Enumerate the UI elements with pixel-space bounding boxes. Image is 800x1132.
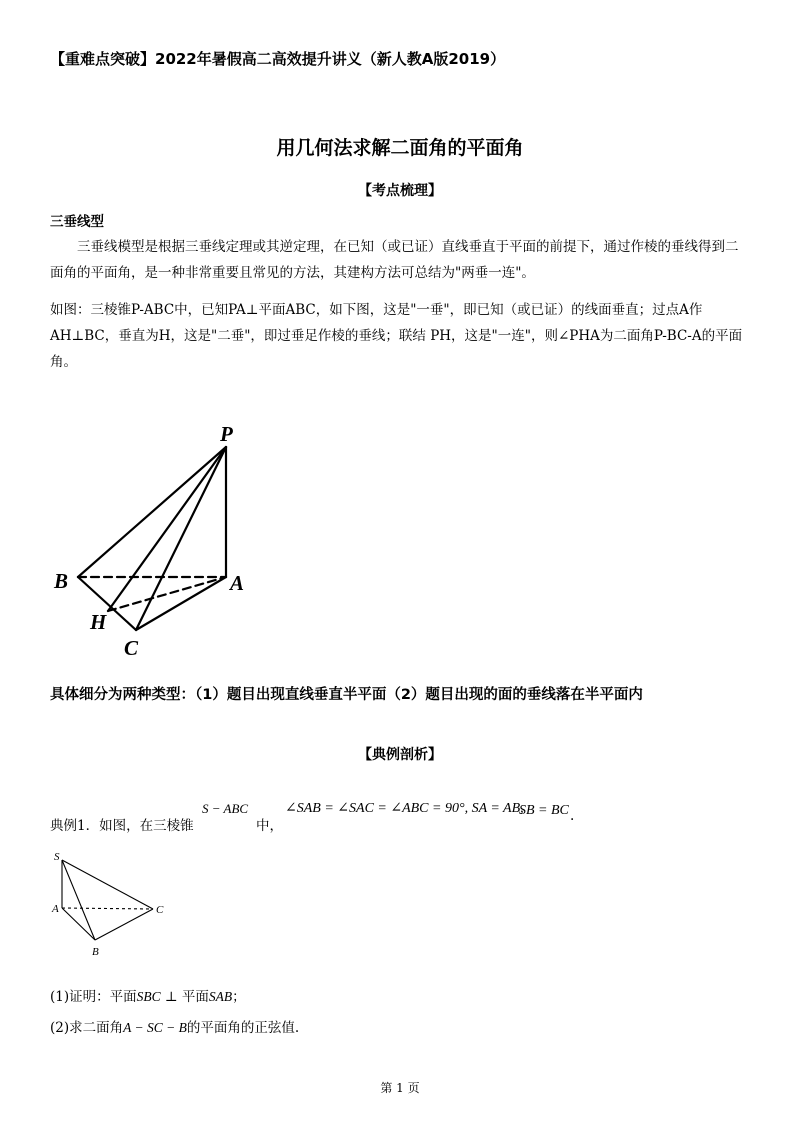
page-title: 用几何法求解二面角的平面角 [276, 137, 524, 159]
subheading-three-perpendiculars: 三垂线型 [50, 214, 104, 230]
example-1-conditions: ∠SAB = ∠SAC = ∠ABC = 90°, SA = AB, [285, 801, 524, 816]
example-1-condition-sb-bc: SB = BC [519, 803, 569, 818]
label-b: B [92, 946, 99, 958]
edge-ac-hidden [62, 908, 153, 909]
label-b: B [54, 569, 69, 593]
edge-pb [78, 447, 226, 577]
paragraph-construction: 如图：三棱锥P-ABC中，已知PA⊥平面ABC，如下图，这是"一垂"，即已知（或已证）的线面垂直；过点A作AH⊥BC，垂直为H，这是"二垂"，即过垂足作棱的垂线；联结 PH，这是"一连"，则∠PHA为二面角P-BC-A的平面角。 [50, 302, 743, 370]
example-1-pyramid: S − ABC [202, 801, 249, 816]
figure-pyramid-sabc [45, 845, 185, 965]
example-1-period: . [570, 808, 575, 824]
label-h: H [90, 610, 107, 634]
label-a: A [52, 903, 59, 915]
edge-sb [62, 860, 95, 940]
section-heading-key-points: 【考点梳理】 [358, 183, 442, 199]
edge-ha-hidden [108, 577, 226, 611]
edge-ab [62, 908, 95, 940]
example-1-prefix: 典例1．如图，在三棱锥 [50, 818, 194, 834]
section-heading-examples: 【典例剖析】 [358, 747, 442, 763]
figure-pyramid-pabc [40, 415, 270, 665]
question-1-text-c: ⊥ 平面 [160, 989, 209, 1005]
question-2 [50, 1016, 299, 1036]
question-1-text-a: (1)证明：平面 [50, 989, 137, 1005]
label-s: S [54, 851, 60, 863]
question-1-plane-sbc: SBC [136, 989, 161, 1004]
document-header: 【重难点突破】2022年暑假高二高效提升讲义（新人教A版2019） [50, 50, 506, 68]
question-2-text-a: (2)求二面角 [50, 1020, 124, 1036]
edge-sc [62, 860, 153, 909]
question-1-text-e: ； [232, 989, 246, 1005]
summary-two-types: 具体细分为两种类型：（1）题目出现直线垂直半平面（2）题目出现的面的垂线落在半平面内 [50, 687, 643, 703]
question-2-text-c: 的平面角的正弦值. [186, 1020, 300, 1036]
label-c: C [124, 636, 139, 660]
example-1-mid: 中， [256, 818, 283, 834]
edge-bc [95, 909, 153, 940]
label-p: P [220, 422, 233, 446]
question-1-plane-sab: SAB [208, 989, 233, 1004]
question-2-dihedral-angle: A − SC − B [123, 1020, 187, 1035]
label-c: C [156, 904, 164, 916]
label-a: A [230, 571, 245, 595]
page-number: 第 1 页 [380, 1081, 420, 1095]
question-1 [50, 985, 246, 1005]
paragraph-model-intro: 三垂线模型是根据三垂线定理或其逆定理，在已知（或已证）直线垂直于平面的前提下，通过作棱的垂线得到二面角的平面角，是一种非常重要且常见的方法，其建构方法可总结为"两垂一连"。 [50, 239, 739, 281]
